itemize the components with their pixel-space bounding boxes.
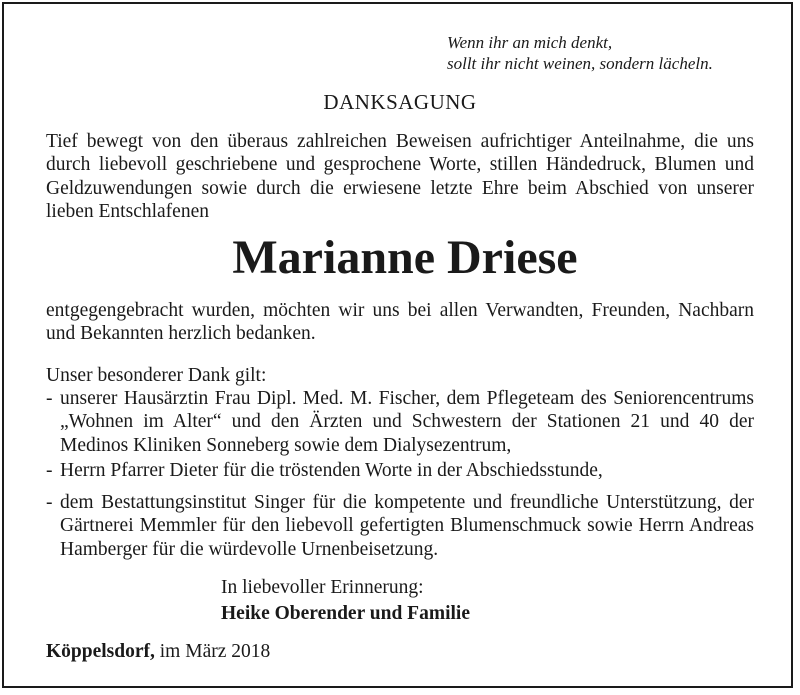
- special-thanks-item: [46, 387, 754, 457]
- thanks-paragraph: entgegengebracht wurden, möchten wir uns bei allen Verwandten, Freunden, Nachbarn und Bekannten herzlich bedanken.: [46, 300, 754, 345]
- special-thanks-item-text: unserer Hausärztin Frau Dipl. Med. M. Fischer, dem Pflegeteam des Seniorencentrums „Wohnen im Alter“ und den Ärzten und Schwestern der Stationen 21 und 40 der Medinos Kliniken Sonneberg sowie dem Dialysezentrum,: [60, 388, 754, 456]
- place: Köppelsdorf,: [46, 641, 155, 662]
- deceased-name: Marianne Driese: [232, 231, 578, 284]
- list-dash: -: [46, 492, 53, 513]
- notice-heading: DANKSAGUNG: [323, 90, 477, 114]
- motto-quote: [447, 32, 713, 74]
- place-and-date: [46, 640, 270, 663]
- motto-line-1: Wenn ihr an mich denkt,: [447, 33, 613, 52]
- special-thanks-item: [46, 491, 754, 561]
- signature: Heike Oberender und Familie: [221, 603, 470, 624]
- special-thanks-item-text: Herrn Pfarrer Dieter für die tröstenden Worte in der Abschiedsstunde,: [60, 460, 603, 481]
- list-dash: -: [46, 460, 53, 481]
- motto-line-2: sollt ihr nicht weinen, sondern lächeln.: [447, 54, 713, 73]
- list-dash: -: [46, 388, 53, 409]
- special-thanks-item: [46, 459, 754, 482]
- intro-paragraph: Tief bewegt von den überaus zahlreichen Beweisen aufrichtiger Anteilnahme, die uns durch liebevoll geschriebene und gesprochene Worte, stillen Händedruck, Blumen und Geldzuwendungen sowie durch die erwiesene letzte Ehre beim Abschied von unserer lieben Entschlafenen: [46, 131, 754, 222]
- special-thanks-item-text: dem Bestattungsinstitut Singer für die kompetente und freundliche Unterstützung, der Gärtnerei Memmler für den liebevoll gefertigten Blumenschmuck sowie Herrn Andreas Hamberger für die würdevolle Urnenbeisetzung.: [60, 492, 754, 560]
- special-thanks-intro: Unser besonderer Dank gilt:: [46, 365, 267, 386]
- closing-phrase: In liebevoller Erinnerung:: [221, 577, 424, 598]
- date: im März 2018: [159, 641, 271, 662]
